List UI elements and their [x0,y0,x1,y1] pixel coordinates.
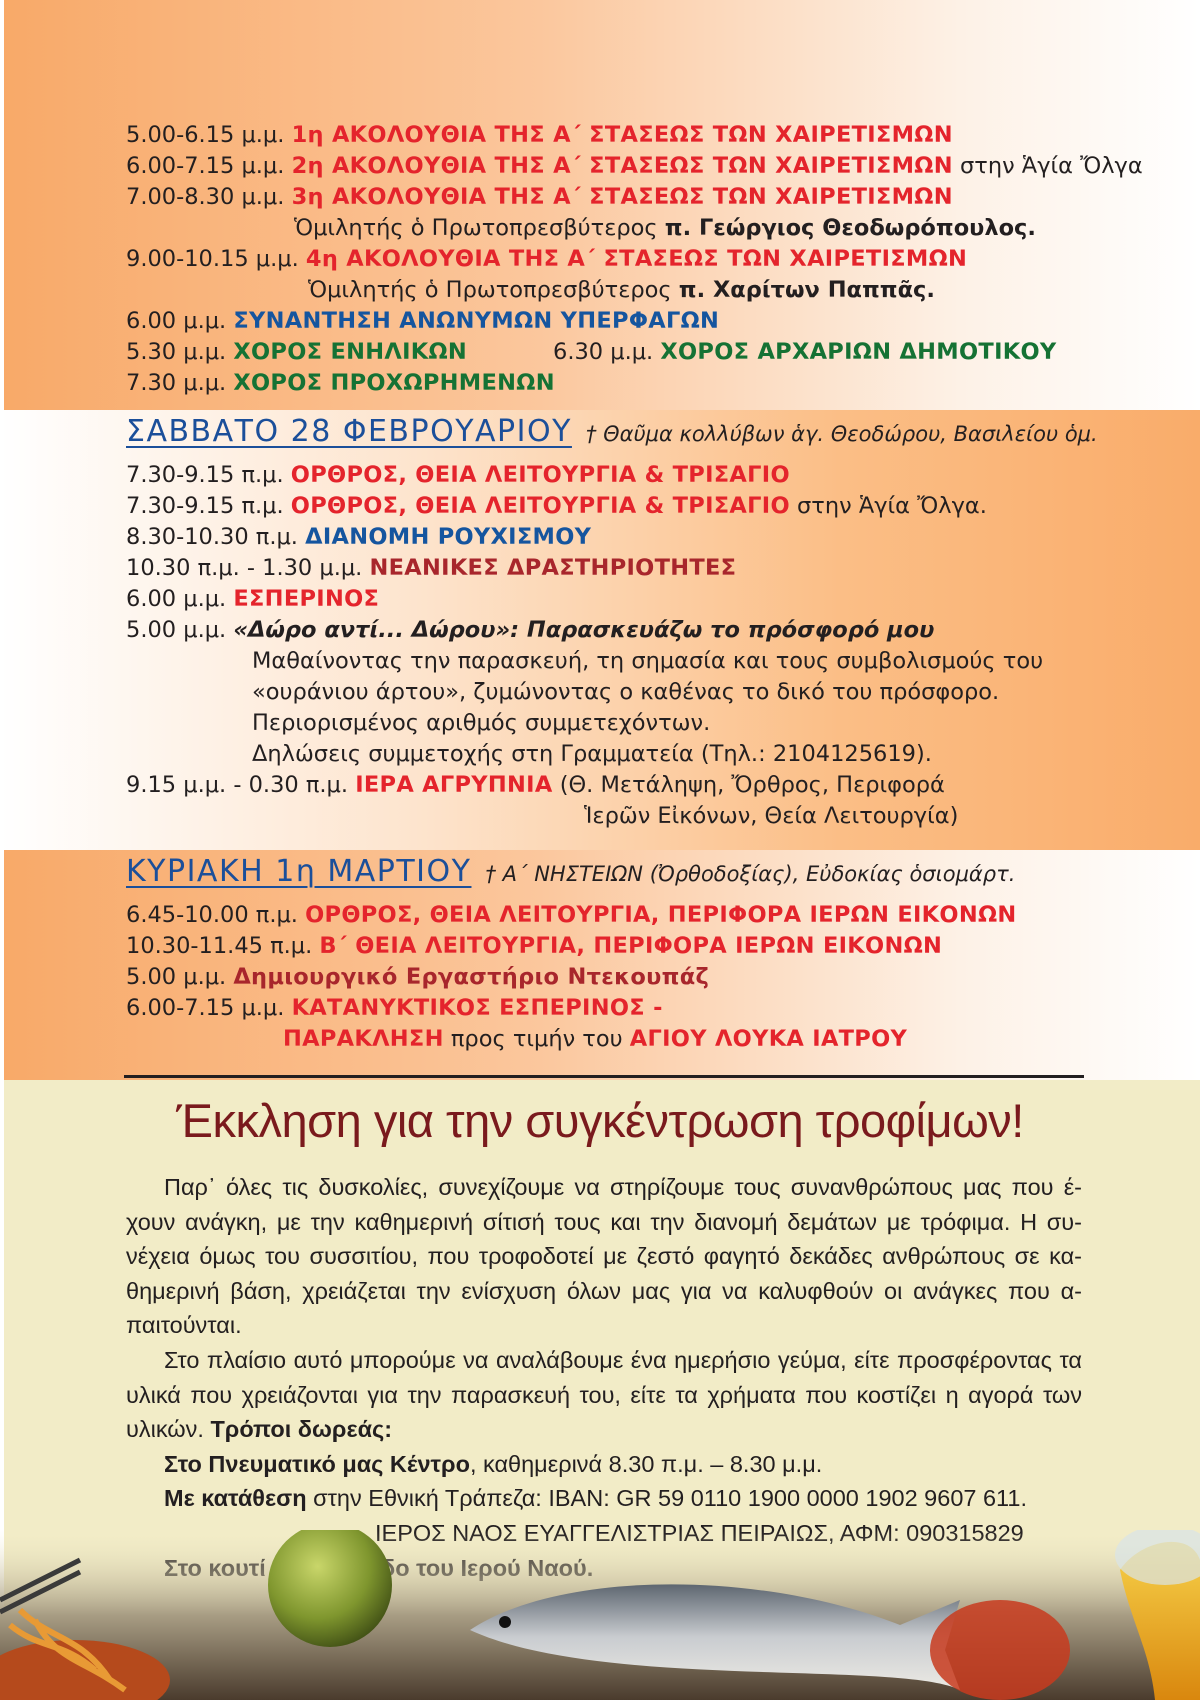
section-divider [124,1075,1084,1078]
event-title: ΝΕΑΝΙΚΕΣ ΔΡΑΣΤΗΡΙΟΤΗΤΕΣ [369,555,737,581]
time-label: 5.00 μ.μ. [126,617,227,643]
day-title: ΣΑΒΒΑΤΟ 28 ΦΕΒΡΟΥΑΡΙΟΥ [126,414,572,449]
schedule-row [126,993,1086,1024]
time-label: 6.00-7.15 μ.μ. [126,153,285,179]
time-label: 6.30 μ.μ. [553,339,654,365]
speaker-name: π. Γεώργιος Θεοδωρόπουλος. [664,215,1036,241]
schedule-row [126,460,1086,491]
workshop-description: Δηλώσεις συμμετοχής στη Γραμματεία (Τηλ.: 2104125619). [252,741,932,767]
day-header [126,414,1098,460]
schedule-row [126,553,1086,584]
speaker-label: Ὁμιλητής ὁ Πρωτοπρεσβύτερος [294,215,665,241]
schedule-row [126,584,1086,615]
saint-name: ΑΓΙΟΥ ΛΟΥΚΑ ΙΑΤΡΟΥ [629,1026,908,1052]
schedule-row [126,962,1086,993]
event-title: ΙΕΡΑ ΑΓΡΥΠΝΙΑ [355,772,553,798]
schedule-row [126,770,1086,801]
feast-note: † Α΄ ΝΗΣΤΕΙΩΝ (Ὀρθοδοξίας), Εὐδοκίας ὁσιομάρτ. [485,862,1016,886]
donation-way-title: Στο Πνευματικό μας Κέντρο [164,1450,470,1477]
event-detail: Ἱερῶν Εἰκόνων, Θεία Λειτουργία) [584,803,959,829]
schedule-row [126,491,1086,522]
time-label: 5.30 μ.μ. [126,339,227,365]
schedule-row [126,368,1086,399]
schedule-row [126,615,1086,646]
schedule-row [126,337,1086,368]
day-header [126,854,1086,900]
time-label: 7.00-8.30 μ.μ. [126,184,285,210]
event-title: ΠΑΡΑΚΛΗΣΗ [283,1026,444,1052]
event-detail: (Θ. Μετάληψη, Ὄρθρος, Περιφορά [552,772,945,798]
tomatoes [930,1600,1070,1700]
event-title: ΚΑΤΑΝΥΚΤΙΚΟΣ ΕΣΠΕΡΙΝΟΣ - [291,995,663,1021]
time-label: 10.30-11.45 π.μ. [126,933,313,959]
sunday-schedule [126,854,1086,1055]
event-title: ΟΡΘΡΟΣ, ΘΕΙΑ ΛΕΙΤΟΥΡΓΙΑ, ΠΕΡΙΦΟΡΑ ΙΕΡΩΝ ΕΙΚΟΝΩΝ [305,902,1017,928]
event-title: ΧΟΡΟΣ ΠΡΟΧΩΡΗΜΕΝΩΝ [233,370,555,396]
event-title: ΟΡΘΡΟΣ, ΘΕΙΑ ΛΕΙΤΟΥΡΓΙΑ & ΤΡΙΣΑΓΙΟ [290,493,790,519]
speaker-row [126,275,1086,306]
schedule-row [126,931,1086,962]
schedule-row [126,120,1086,151]
schedule-row [126,306,1086,337]
feast-note: † Θαῦμα κολλύβων ἁγ. Θεοδώρου, Βασιλείου ὁμ. [585,422,1098,446]
time-label: 6.00 μ.μ. [126,586,227,612]
schedule-row [126,1024,1086,1055]
appeal-text [126,1170,1082,1585]
appeal-paragraph-text: Στο πλαίσιο αυτό μπορούμε να αναλάβουμε ένα ημερήσιο γεύμα, είτε προσφέροντας τα υλικά που χρειάζονται για την παρασκευή του, είτε τα χρήματα που κοστίζει η αγορά των υλικών. [126,1346,1082,1443]
donation-ways-label: Τρόποι δωρεάς: [210,1416,393,1443]
friday-schedule [126,120,1143,399]
time-label: 5.00 μ.μ. [126,964,227,990]
page-edge [0,0,4,1700]
schedule-row [126,522,1086,553]
event-title: 2η ΑΚΟΛΟΥΘΙΑ ΤΗΣ Α΄ ΣΤΑΣΕΩΣ ΤΩΝ ΧΑΙΡΕΤΙΣΜΩΝ [291,153,953,179]
time-label: 8.30-10.30 π.μ. [126,524,298,550]
event-title: ΟΡΘΡΟΣ, ΘΕΙΑ ΛΕΙΤΟΥΡΓΙΑ & ΤΡΙΣΑΓΙΟ [290,462,790,488]
fish-eye [499,1616,511,1628]
appeal-paragraph [126,1343,1082,1447]
event-title: ΔΙΑΝΟΜΗ ΡΟΥΧΙΣΜΟΥ [305,524,592,550]
event-title: ΧΟΡΟΣ ΕΝΗΛΙΚΩΝ [233,339,468,365]
donation-way-text: στην Εθνική Τράπεζα: IBAN: GR 59 0110 1900 0000 1902 9607 611. [306,1485,1027,1512]
workshop-description: Περιορισμένος αριθμός συμμετεχόντων. [252,710,711,736]
time-label: 9.00-10.15 μ.μ. [126,246,299,272]
time-label: 7.30-9.15 π.μ. [126,493,284,519]
schedule-row [126,244,1086,275]
time-label: 6.45-10.00 π.μ. [126,902,298,928]
time-label: 10.30 π.μ. - 1.30 μ.μ. [126,555,363,581]
speaker-name: π. Χαρίτων Παππᾶς. [678,277,935,303]
second-column [553,337,1057,368]
event-location: στην Ἁγία Ὄλγα. [789,493,987,519]
event-title: «Δώρο αντί... Δώρου»: Παρασκευάζω το πρόσφορό μου [233,617,935,643]
time-label: 6.00 μ.μ. [126,308,227,334]
donation-way-title: Με κατάθεση [164,1485,307,1512]
time-label: 9.15 μ.μ. - 0.30 π.μ. [126,772,349,798]
event-title: ΕΣΠΕΡΙΝΟΣ [233,586,380,612]
workshop-description: Μαθαίνοντας την παρασκευή, τη σημασία και τους συμβολισμούς του [252,648,1044,674]
speaker-label: Ὁμιλητής ὁ Πρωτοπρεσβύτερος [308,277,679,303]
time-label: 7.30 μ.μ. [126,370,227,396]
event-title: 1η ΑΚΟΛΟΥΘΙΑ ΤΗΣ Α΄ ΣΤΑΣΕΩΣ ΤΩΝ ΧΑΙΡΕΤΙΣΜΩΝ [291,122,953,148]
schedule-row [126,900,1086,931]
event-title: ΧΟΡΟΣ ΑΡΧΑΡΙΩΝ ΔΗΜΟΤΙΚΟΥ [660,339,1057,365]
time-label: 5.00-6.15 μ.μ. [126,122,285,148]
time-label: 7.30-9.15 π.μ. [126,462,284,488]
saturday-schedule [126,414,1098,832]
day-title: ΚΥΡΙΑΚΗ 1η ΜΑΡΤΙΟΥ [126,854,472,889]
time-label: 6.00-7.15 μ.μ. [126,995,285,1021]
donation-way [126,1447,1082,1482]
schedule-row [126,151,1143,182]
schedule-row [126,182,1086,213]
appeal-title: Έκκληση για την συγκέντρωση τροφίμων! [176,1094,1024,1147]
event-title: 3η ΑΚΟΛΟΥΘΙΑ ΤΗΣ Α΄ ΣΤΑΣΕΩΣ ΤΩΝ ΧΑΙΡΕΤΙΣΜΩΝ [291,184,953,210]
event-title: ΣΥΝΑΝΤΗΣΗ ΑΝΩΝΥΜΩΝ ΥΠΕΡΦΑΓΩΝ [233,308,720,334]
event-location: στην Ἁγία Ὄλγα [952,153,1143,179]
food-illustration [0,1530,1200,1700]
appeal-paragraph: Παρ᾽ όλες τις δυσκολίες, συνεχίζουμε να στηρίζουμε τους συνανθρώπους μας που έ-χουν ανάγκη, με την καθημερινή σίτισή τους και την διανομή δεμάτων με τρόφιμα. Η συ-νέχεια όμως του συσσιτίου, που τροφοδοτεί με ζεστό φαγητό δεκάδες ανθρώπους σε κα-θημερινή βάση, χρειάζεται την ενίσχυση όλων μας για να καλυφθούν οι ανάγκες που α-παιτούνται. [126,1174,1082,1339]
event-title: Δημιουργικό Εργαστήριο Ντεκουπάζ [233,964,710,990]
speaker-row [126,213,1086,244]
event-detail: προς τιμήν του [443,1026,630,1052]
event-title: Β΄ ΘΕΙΑ ΛΕΙΤΟΥΡΓΙΑ, ΠΕΡΙΦΟΡΑ ΙΕΡΩΝ ΕΙΚΟΝΩΝ [319,933,943,959]
workshop-description: «ουράνιου άρτου», ζυμώνοντας ο καθένας το δικό του πρόσφορο. [252,679,1000,705]
donation-way [126,1481,1082,1516]
event-title: 4η ΑΚΟΛΟΥΘΙΑ ΤΗΣ Α΄ ΣΤΑΣΕΩΣ ΤΩΝ ΧΑΙΡΕΤΙΣΜΩΝ [305,246,968,272]
donation-way-text: , καθημερινά 8.30 π.μ. – 8.30 μ.μ. [469,1450,823,1477]
